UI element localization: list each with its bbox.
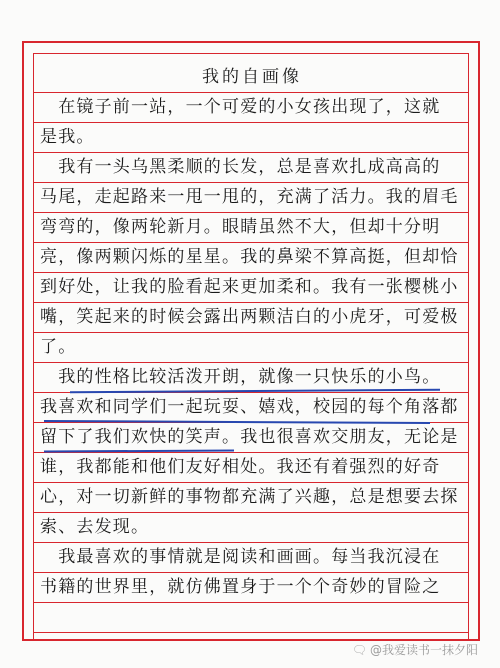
essay-line: 亮，像两颗闪烁的星星。我的鼻梁不算高挺，但却恰 bbox=[40, 247, 459, 267]
essay-line: 我有一头乌黑柔顺的长发，总是喜欢扎成高高的 bbox=[40, 157, 441, 177]
essay-line: 在镜子前一站，一个可爱的小女孩出现了，这就 bbox=[40, 97, 441, 117]
essay-line: 我的性格比较活泼开朗，就像一只快乐的小鸟。 bbox=[40, 367, 441, 387]
essay-line: 嘴，笑起来的时候会露出两颗洁白的小虎牙，可爱极 bbox=[40, 307, 459, 327]
watermark bbox=[352, 641, 478, 658]
essay-line: 弯弯的，像两轮新月。眼睛虽然不大，但却十分明 bbox=[40, 217, 441, 237]
essay-line: 是我。 bbox=[40, 127, 95, 147]
essay-title: 我的自画像 bbox=[202, 67, 302, 87]
essay-line: 马尾，走起路来一甩一甩的，充满了活力。我的眉毛 bbox=[40, 187, 459, 207]
essay-line: 谁，我都能和他们友好相处。我还有着强烈的好奇 bbox=[40, 457, 441, 477]
ruled-line bbox=[33, 602, 469, 603]
essay-line: 索、去发现。 bbox=[40, 517, 150, 537]
essay-line: 心，对一切新鲜的事物都充满了兴趣，总是想要去探 bbox=[40, 487, 459, 507]
watermark-text: @我爱读书一抹夕阳 bbox=[369, 643, 478, 657]
essay-line: 留下了我们欢快的笑声。我也很喜欢交朋友，无论是 bbox=[40, 427, 459, 447]
speech-bubble-icon: 🗨 bbox=[351, 643, 367, 657]
essay-line: 了。 bbox=[40, 337, 77, 357]
essay-line: 我最喜欢的事情就是阅读和画画。每当我沉浸在 bbox=[40, 547, 441, 567]
essay-line: 书籍的世界里，就仿佛置身于一个个奇妙的冒险之 bbox=[40, 577, 441, 597]
ruled-line bbox=[33, 632, 469, 633]
essay-line: 到好处，让我的脸看起来更加柔和。我有一张樱桃小 bbox=[40, 277, 459, 297]
essay-line: 我喜欢和同学们一起玩耍、嬉戏，校园的每个角落都 bbox=[40, 397, 459, 417]
